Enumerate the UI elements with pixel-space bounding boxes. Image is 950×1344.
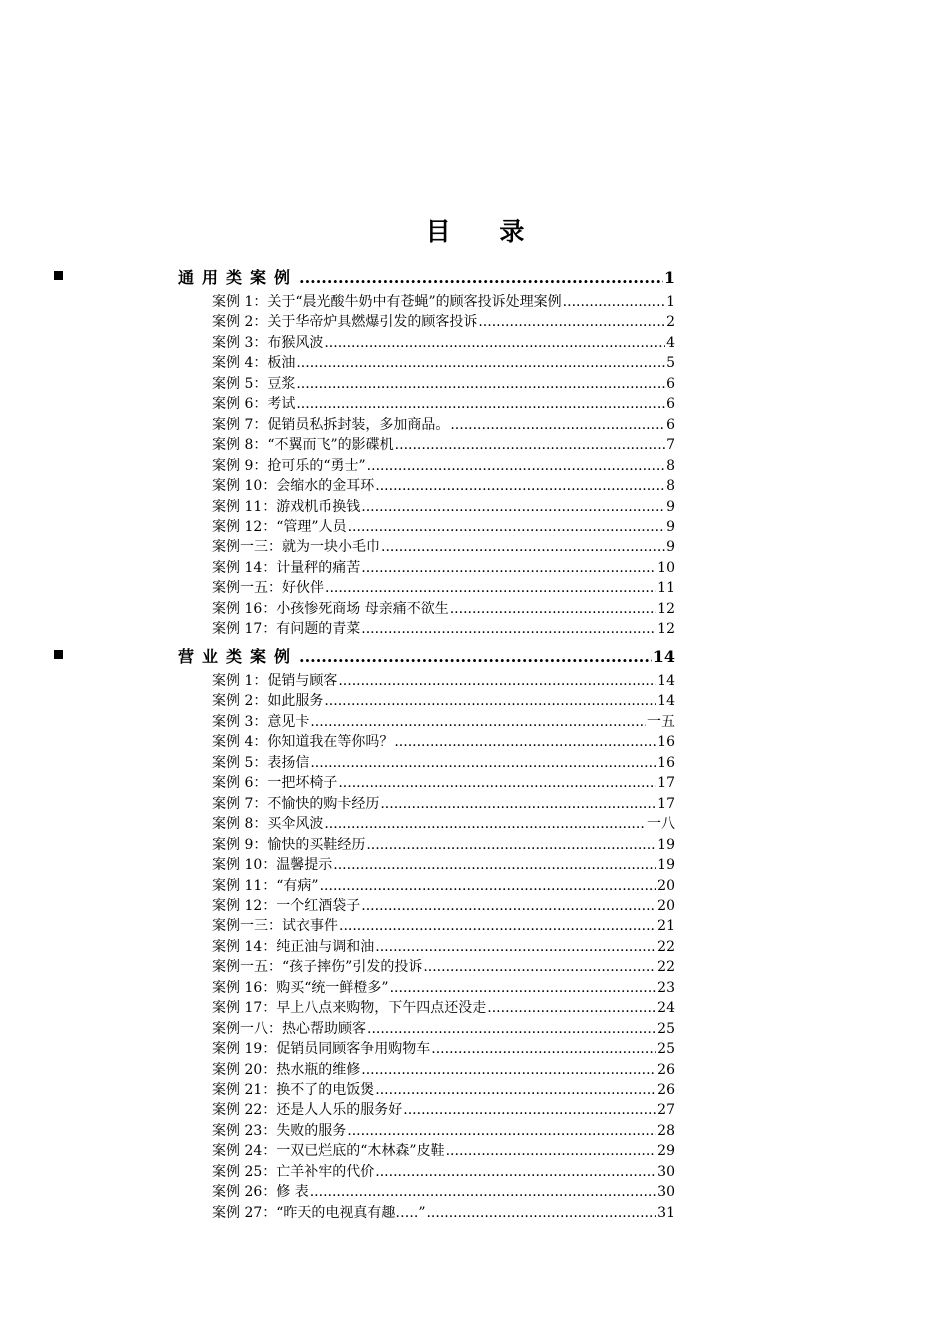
toc-entry[interactable] bbox=[212, 354, 675, 373]
dot-leader bbox=[423, 958, 656, 977]
section-title: 营业类案例 bbox=[178, 647, 299, 666]
dot-leader bbox=[478, 313, 665, 332]
dot-leader bbox=[296, 375, 665, 394]
dot-leader bbox=[299, 647, 652, 666]
dot-leader bbox=[324, 815, 646, 834]
toc-entry[interactable] bbox=[212, 416, 675, 435]
toc-entry[interactable] bbox=[212, 999, 675, 1018]
dot-leader bbox=[338, 774, 656, 793]
entry-title: 案例 16：购买“统一鲜橙多” bbox=[212, 979, 389, 996]
entry-title: 案例 17：有问题的青菜 bbox=[212, 621, 361, 638]
entry-page-number: 16 bbox=[657, 754, 675, 771]
entry-title: 案例 17：早上八点来购物，下午四点还没走 bbox=[212, 1000, 487, 1017]
entry-page-number: 6 bbox=[666, 396, 675, 413]
toc-entry[interactable] bbox=[212, 1020, 675, 1039]
entry-title: 案例一三：试衣事件 bbox=[212, 918, 338, 935]
dot-leader bbox=[426, 1204, 656, 1223]
toc-entry[interactable] bbox=[212, 1061, 675, 1080]
entry-title: 案例 6：一把坏椅子 bbox=[212, 775, 338, 792]
dot-leader bbox=[367, 457, 665, 476]
entry-title: 案例 9：抢可乐的“勇士” bbox=[212, 457, 366, 474]
entry-title: 案例 25：亡羊补牢的代价 bbox=[212, 1163, 375, 1180]
entry-page-number: 26 bbox=[657, 1082, 675, 1098]
toc-entry[interactable] bbox=[212, 754, 675, 773]
entry-page-number: 22 bbox=[657, 959, 675, 976]
dot-leader bbox=[296, 395, 665, 414]
entry-title: 案例 11：“有病” bbox=[212, 877, 319, 894]
dot-leader bbox=[381, 538, 665, 557]
entry-title: 案例一八：热心帮助顾客 bbox=[212, 1020, 366, 1037]
toc-entry[interactable] bbox=[212, 436, 675, 455]
dot-leader bbox=[361, 620, 656, 639]
entry-title: 案例 4：板油 bbox=[212, 355, 296, 372]
entry-page-number: 25 bbox=[657, 1041, 675, 1058]
entry-page-number: 16 bbox=[657, 734, 675, 751]
toc-entry[interactable] bbox=[212, 979, 675, 998]
entry-page-number: 12 bbox=[657, 621, 675, 638]
dot-leader bbox=[450, 416, 665, 435]
toc-entry[interactable] bbox=[212, 1081, 675, 1100]
entry-title: 案例 4：你知道我在等你吗？ bbox=[212, 734, 394, 751]
dot-leader bbox=[375, 1163, 656, 1182]
dot-leader bbox=[390, 979, 657, 998]
entry-page-number: 5 bbox=[666, 355, 675, 372]
entry-page-number: 9 bbox=[666, 518, 675, 535]
toc-entry[interactable] bbox=[212, 672, 675, 691]
entry-title: 案例 27：“昨天的电视真有趣…..” bbox=[212, 1204, 426, 1221]
entry-title: 案例 11：游戏机币换钱 bbox=[212, 498, 361, 515]
dot-leader bbox=[487, 999, 656, 1018]
dot-leader bbox=[563, 293, 665, 312]
toc-entry[interactable] bbox=[212, 774, 675, 793]
dot-leader bbox=[375, 477, 665, 496]
entry-page-number: 14 bbox=[657, 673, 675, 689]
dot-leader bbox=[395, 436, 665, 455]
entry-page-number: 6 bbox=[666, 416, 675, 433]
dot-leader bbox=[296, 354, 665, 373]
entry-page-number: 14 bbox=[657, 693, 675, 710]
dot-leader bbox=[347, 1122, 656, 1141]
entry-title: 案例 9：愉快的买鞋经历 bbox=[212, 836, 366, 853]
entry-title: 案例 24：一双已烂底的“木林森”皮鞋 bbox=[212, 1143, 445, 1160]
entry-page-number: 2 bbox=[666, 314, 675, 331]
toc-entry[interactable] bbox=[212, 938, 675, 957]
dot-leader bbox=[299, 268, 663, 287]
entry-page-number: 7 bbox=[666, 437, 675, 454]
entry-page-number: 1 bbox=[666, 294, 675, 310]
entry-page-number: 20 bbox=[657, 877, 675, 894]
entry-title: 案例 3：意见卡 bbox=[212, 713, 310, 730]
dot-leader bbox=[375, 1081, 656, 1100]
entry-title: 案例 21：换不了的电饭煲 bbox=[212, 1082, 375, 1098]
toc-entry[interactable] bbox=[212, 1183, 675, 1202]
bullet-icon bbox=[54, 650, 63, 659]
dot-leader bbox=[446, 1142, 657, 1161]
entry-page-number: 11 bbox=[657, 580, 675, 597]
entry-title: 案例 1：关于“晨光酸牛奶中有苍蝇”的顾客投诉处理案例 bbox=[212, 294, 562, 310]
entry-page-number: 9 bbox=[666, 539, 675, 556]
toc-entry[interactable] bbox=[212, 559, 675, 578]
entry-title: 案例 12：一个红酒袋子 bbox=[212, 897, 361, 914]
toc-entry[interactable] bbox=[212, 538, 675, 557]
toc-title: 目 录 bbox=[425, 217, 545, 246]
entry-title: 案例 7：促销员私拆封装，多加商品。 bbox=[212, 416, 450, 433]
toc-entry[interactable] bbox=[212, 897, 675, 916]
toc-entry[interactable] bbox=[212, 518, 675, 537]
entry-page-number: 23 bbox=[657, 979, 675, 996]
toc-entry[interactable] bbox=[212, 313, 675, 332]
entry-title: 案例 2：关于华帝炉具燃爆引发的顾客投诉 bbox=[212, 314, 478, 331]
entry-page-number: 25 bbox=[657, 1020, 675, 1037]
entry-page-number: 30 bbox=[657, 1163, 675, 1180]
entry-title: 案例 22：还是人人乐的服务好 bbox=[212, 1102, 403, 1119]
dot-leader bbox=[310, 1183, 656, 1202]
dot-leader bbox=[320, 877, 657, 896]
dot-leader bbox=[450, 600, 656, 619]
dot-leader bbox=[394, 733, 656, 752]
toc-entry[interactable] bbox=[212, 877, 675, 896]
toc-entry[interactable] bbox=[212, 692, 675, 711]
dot-leader bbox=[333, 856, 656, 875]
toc-entry[interactable] bbox=[212, 1122, 675, 1141]
entry-title: 案例 5：豆浆 bbox=[212, 375, 296, 392]
entry-title: 案例 12：“管理”人员 bbox=[212, 518, 347, 535]
dot-leader bbox=[380, 795, 656, 814]
section-title: 通用类案例 bbox=[178, 268, 299, 287]
entry-page-number: 22 bbox=[657, 938, 675, 955]
entry-title: 案例 26：修 表 bbox=[212, 1184, 309, 1201]
toc-entry[interactable] bbox=[212, 477, 675, 496]
dot-leader bbox=[361, 1061, 656, 1080]
entry-page-number: 12 bbox=[657, 600, 675, 617]
dot-leader bbox=[366, 836, 656, 855]
toc-entry[interactable] bbox=[212, 334, 675, 353]
dot-leader bbox=[431, 1040, 656, 1059]
entry-page-number: 一五 bbox=[647, 713, 675, 730]
entry-title: 案例 1：促销与顾客 bbox=[212, 673, 338, 689]
entry-page-number: 17 bbox=[657, 795, 675, 812]
toc-entry[interactable] bbox=[212, 600, 675, 619]
entry-page-number: 28 bbox=[657, 1122, 675, 1139]
dot-leader bbox=[348, 518, 665, 537]
entry-title: 案例 19：促销员同顾客争用购物车 bbox=[212, 1041, 431, 1058]
entry-title: 案例 14：纯正油与调和油 bbox=[212, 938, 375, 955]
toc-entry[interactable] bbox=[212, 795, 675, 814]
entry-title: 案例一五：“孩子摔伤”引发的投诉 bbox=[212, 959, 423, 976]
toc-entry[interactable] bbox=[212, 457, 675, 476]
toc-entry[interactable] bbox=[212, 579, 675, 598]
entry-page-number: 19 bbox=[657, 836, 675, 853]
toc-entry[interactable] bbox=[212, 498, 675, 517]
dot-leader bbox=[310, 754, 656, 773]
dot-leader bbox=[361, 498, 665, 517]
entry-page-number: 10 bbox=[657, 559, 675, 576]
entry-page-number: 9 bbox=[666, 498, 675, 515]
dot-leader bbox=[361, 897, 656, 916]
entry-page-number: 17 bbox=[657, 775, 675, 792]
entry-title: 案例 23：失败的服务 bbox=[212, 1122, 347, 1139]
toc-entry[interactable] bbox=[212, 856, 675, 875]
toc-entry[interactable] bbox=[212, 395, 675, 414]
dot-leader bbox=[403, 1101, 656, 1120]
entry-title: 案例 20：热水瓶的维修 bbox=[212, 1061, 361, 1078]
dot-leader bbox=[339, 917, 656, 936]
toc-entry[interactable] bbox=[212, 1040, 675, 1059]
toc-section-general[interactable] bbox=[0, 265, 950, 285]
entry-title: 案例 3：布猴风波 bbox=[212, 334, 324, 351]
dot-leader bbox=[324, 692, 656, 711]
dot-leader bbox=[361, 559, 656, 578]
entry-page-number: 31 bbox=[657, 1204, 675, 1221]
entry-title: 案例 7：不愉快的购卡经历 bbox=[212, 795, 380, 812]
dot-leader bbox=[367, 1020, 656, 1039]
entry-page-number: 30 bbox=[657, 1184, 675, 1201]
entry-page-number: 19 bbox=[657, 857, 675, 874]
entry-page-number: 20 bbox=[657, 897, 675, 914]
entry-title: 案例 8：“不翼而飞”的影碟机 bbox=[212, 437, 394, 454]
entry-title: 案例 8：买伞风波 bbox=[212, 816, 324, 833]
toc-entry[interactable] bbox=[212, 293, 675, 312]
entry-page-number: 29 bbox=[657, 1143, 675, 1160]
entry-page-number: 一八 bbox=[647, 816, 675, 833]
section-page-number: 1 bbox=[663, 268, 675, 287]
entry-title: 案例 10：温馨提示 bbox=[212, 857, 333, 874]
entry-page-number: 8 bbox=[666, 478, 675, 495]
dot-leader bbox=[325, 579, 656, 598]
dot-leader bbox=[310, 713, 646, 732]
entry-title: 案例 14：计量秤的痛苦 bbox=[212, 559, 361, 576]
bullet-icon bbox=[54, 271, 63, 280]
toc-entry[interactable] bbox=[212, 1142, 675, 1161]
toc-entry[interactable] bbox=[212, 1204, 675, 1223]
toc-entry[interactable] bbox=[212, 917, 675, 936]
entry-page-number: 24 bbox=[657, 1000, 675, 1017]
toc-entry[interactable] bbox=[212, 620, 675, 639]
section-page-number: 14 bbox=[652, 647, 675, 666]
entry-page-number: 8 bbox=[666, 457, 675, 474]
dot-leader bbox=[338, 672, 656, 691]
toc-entry[interactable] bbox=[212, 733, 675, 752]
entry-title: 案例 16：小孩惨死商场 母亲痛不欲生 bbox=[212, 600, 449, 617]
toc-entry[interactable] bbox=[212, 836, 675, 855]
entry-title: 案例 10：会缩水的金耳环 bbox=[212, 478, 375, 495]
entry-title: 案例 5：表扬信 bbox=[212, 754, 310, 771]
entry-title: 案例 2：如此服务 bbox=[212, 693, 324, 710]
entry-page-number: 6 bbox=[666, 375, 675, 392]
toc-entry[interactable] bbox=[212, 375, 675, 394]
entry-page-number: 21 bbox=[657, 918, 675, 935]
entry-title: 案例 6：考试 bbox=[212, 396, 296, 413]
toc-entry[interactable] bbox=[212, 713, 675, 732]
entry-title: 案例一五：好伙伴 bbox=[212, 580, 324, 597]
entry-page-number: 26 bbox=[657, 1061, 675, 1078]
toc-section-sales[interactable] bbox=[0, 644, 950, 664]
dot-leader bbox=[375, 938, 656, 957]
entry-page-number: 27 bbox=[657, 1102, 675, 1119]
entry-title: 案例一三：就为一块小毛巾 bbox=[212, 539, 380, 556]
toc-entry[interactable] bbox=[212, 958, 675, 977]
dot-leader bbox=[324, 334, 665, 353]
toc-entry[interactable] bbox=[212, 1101, 675, 1120]
toc-entry[interactable] bbox=[212, 815, 675, 834]
toc-entry[interactable] bbox=[212, 1163, 675, 1182]
entry-page-number: 4 bbox=[666, 334, 675, 351]
